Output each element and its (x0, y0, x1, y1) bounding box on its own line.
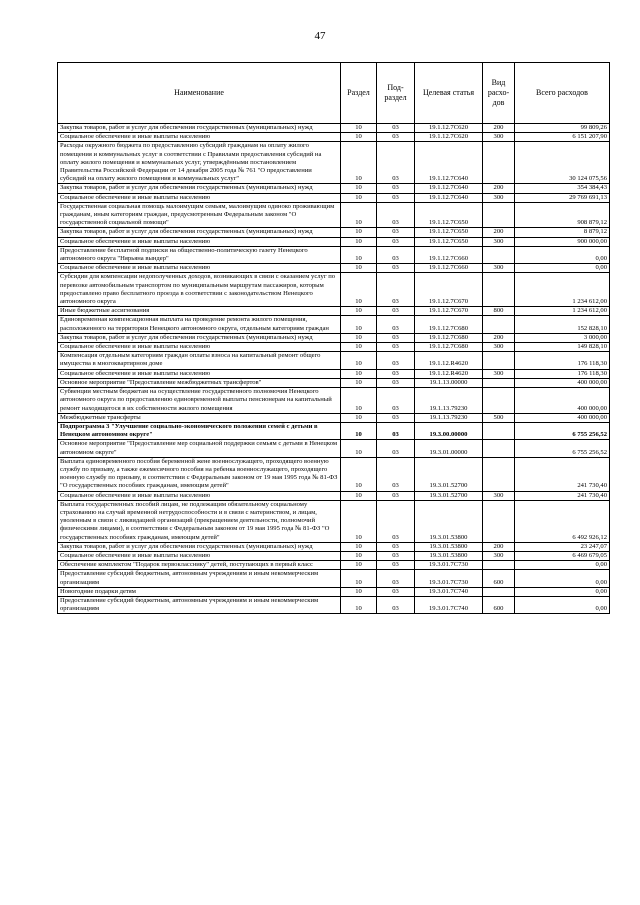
row-target-cell: 19.1.13.79230 (415, 388, 483, 414)
row-subsection-cell: 03 (377, 570, 415, 587)
row-subsection-cell: 03 (377, 316, 415, 333)
row-name-cell: Субвенции местным бюджетам на осуществление государственного полномочия Ненецкого автономного округа по предоставлению единовременной выплаты пенсионерам на капитальный ремонт находящегося в их собственности жилого помещения (58, 388, 341, 414)
row-target-cell: 19.1.12.R4620 (415, 352, 483, 369)
row-target-cell: 19.3.01.7C740 (415, 596, 483, 613)
row-name-cell: Социальное обеспечение и иные выплаты населению (58, 491, 341, 500)
row-name-cell: Выплата единовременного пособия беременной жене военнослужащего, проходящего военную службу по призыву, а также ежемесячного пособия на ребенка военнослужащего, проходящего военную службу по призыву, в соответствии с Федеральным законом от 19 мая 1995 года № 81-ФЗ "О государственных пособиях гражданам, имеющим детей" (58, 457, 341, 491)
row-total-cell: 0,00 (515, 596, 610, 613)
row-subsection-cell: 03 (377, 542, 415, 551)
row-section-cell: 10 (341, 388, 377, 414)
row-subsection-cell: 03 (377, 369, 415, 378)
row-target-cell: 19.1.12.7C620 (415, 133, 483, 142)
table-body (58, 124, 610, 614)
row-target-cell: 19.1.12.7C670 (415, 307, 483, 316)
row-type-cell (483, 587, 515, 596)
row-target-cell: 19.1.13.00000 (415, 378, 483, 387)
table-row (58, 237, 610, 246)
row-name-cell: Компенсация отдельным категориям граждан оплаты взноса на капитальный ремонт общего имущества в многоквартирном доме (58, 352, 341, 369)
table-row (58, 388, 610, 414)
row-type-cell: 600 (483, 570, 515, 587)
row-name-cell: Обеспечение комплектом "Подарок первокласснику" детей, поступающих в первый класс (58, 561, 341, 570)
row-target-cell: 19.1.12.7C660 (415, 264, 483, 273)
row-subsection-cell: 03 (377, 378, 415, 387)
table-row (58, 133, 610, 142)
row-type-cell: 300 (483, 264, 515, 273)
row-target-cell: 19.1.12.7C680 (415, 343, 483, 352)
row-type-cell: 200 (483, 542, 515, 551)
row-total-cell: 30 124 075,56 (515, 142, 610, 184)
table-row (58, 202, 610, 228)
row-section-cell: 10 (341, 378, 377, 387)
table-row (58, 193, 610, 202)
row-type-cell (483, 388, 515, 414)
row-section-cell: 10 (341, 422, 377, 439)
page-number: 47 (314, 30, 326, 42)
row-name-cell: Основное мероприятие "Предоставление межбюджетных трансфертов" (58, 378, 341, 387)
table-row (58, 542, 610, 551)
row-name-cell: Выплата государственных пособий лицам, не подлежащим обязательному социальному страхованию на случай временной нетрудоспособности и в связи с материнством, и лицам, уволенным в связи с ликвидацией организаций (прекращением деятельности, полномочий физическими лицами), в соответствии с Федеральным законом от 19 мая 1995 года № 81-ФЗ "О государственных пособиях гражданам, имеющим детей" (58, 500, 341, 542)
row-target-cell: 19.1.12.7C620 (415, 124, 483, 133)
row-subsection-cell: 03 (377, 561, 415, 570)
row-total-cell: 149 828,10 (515, 343, 610, 352)
row-section-cell: 10 (341, 561, 377, 570)
row-subsection-cell: 03 (377, 422, 415, 439)
table-row (58, 316, 610, 333)
row-target-cell: 19.3.01.52700 (415, 457, 483, 491)
row-section-cell: 10 (341, 551, 377, 560)
row-total-cell: 241 730,40 (515, 491, 610, 500)
table-row (58, 273, 610, 307)
row-total-cell: 6 492 926,12 (515, 500, 610, 542)
table-row (58, 587, 610, 596)
row-total-cell: 400 000,00 (515, 378, 610, 387)
row-section-cell: 10 (341, 316, 377, 333)
row-type-cell: 300 (483, 369, 515, 378)
row-section-cell: 10 (341, 596, 377, 613)
row-subsection-cell: 03 (377, 184, 415, 193)
row-subsection-cell: 03 (377, 457, 415, 491)
row-total-cell: 99 809,26 (515, 124, 610, 133)
row-subsection-cell: 03 (377, 388, 415, 414)
row-total-cell: 0,00 (515, 570, 610, 587)
row-name-cell: Предоставление субсидий бюджетным, автономным учреждениям и иным некоммерческим организациям (58, 596, 341, 613)
row-subsection-cell: 03 (377, 133, 415, 142)
table-row (58, 500, 610, 542)
row-section-cell: 10 (341, 587, 377, 596)
row-subsection-cell: 03 (377, 202, 415, 228)
row-name-cell: Межбюджетные трансферты (58, 413, 341, 422)
row-type-cell (483, 457, 515, 491)
row-type-cell: 300 (483, 237, 515, 246)
row-section-cell: 10 (341, 413, 377, 422)
row-subsection-cell: 03 (377, 440, 415, 457)
row-total-cell: 3 000,00 (515, 333, 610, 342)
row-section-cell: 10 (341, 184, 377, 193)
row-type-cell (483, 316, 515, 333)
table-row (58, 422, 610, 439)
row-subsection-cell: 03 (377, 343, 415, 352)
row-total-cell: 8 879,12 (515, 228, 610, 237)
table-row (58, 246, 610, 263)
table-row (58, 596, 610, 613)
row-target-cell: 19.3.01.53800 (415, 500, 483, 542)
row-target-cell: 19.1.12.7C650 (415, 228, 483, 237)
row-total-cell: 900 000,00 (515, 237, 610, 246)
row-total-cell: 0,00 (515, 264, 610, 273)
table-row (58, 307, 610, 316)
row-section-cell: 10 (341, 237, 377, 246)
row-total-cell: 354 384,43 (515, 184, 610, 193)
row-subsection-cell: 03 (377, 587, 415, 596)
column-header-name: Наименование (58, 63, 341, 124)
row-section-cell: 10 (341, 343, 377, 352)
row-name-cell: Основное мероприятие "Предоставление мер социальной поддержки семьям с детьми в Ненецком автономном округе" (58, 440, 341, 457)
row-type-cell (483, 440, 515, 457)
table-row (58, 440, 610, 457)
table-row (58, 457, 610, 491)
row-target-cell: 19.1.12.7C680 (415, 316, 483, 333)
table-header-row (58, 63, 610, 124)
row-subsection-cell: 03 (377, 246, 415, 263)
row-total-cell: 29 769 691,13 (515, 193, 610, 202)
row-name-cell: Закупка товаров, работ и услуг для обеспечения государственных (муниципальных) нужд (58, 333, 341, 342)
row-type-cell: 800 (483, 307, 515, 316)
row-section-cell: 10 (341, 500, 377, 542)
row-target-cell: 19.3.01.7C730 (415, 561, 483, 570)
row-type-cell (483, 246, 515, 263)
row-target-cell: 19.1.12.7C640 (415, 184, 483, 193)
table-row (58, 184, 610, 193)
row-target-cell: 19.1.12.7C640 (415, 193, 483, 202)
row-name-cell: Социальное обеспечение и иные выплаты населению (58, 551, 341, 560)
row-name-cell: Закупка товаров, работ и услуг для обеспечения государственных (муниципальных) нужд (58, 124, 341, 133)
row-subsection-cell: 03 (377, 193, 415, 202)
row-total-cell: 0,00 (515, 246, 610, 263)
row-section-cell: 10 (341, 570, 377, 587)
row-section-cell: 10 (341, 124, 377, 133)
table-row (58, 343, 610, 352)
row-type-cell: 300 (483, 133, 515, 142)
row-target-cell: 19.1.13.79230 (415, 413, 483, 422)
row-name-cell: Социальное обеспечение и иные выплаты населению (58, 369, 341, 378)
row-type-cell: 500 (483, 413, 515, 422)
row-name-cell: Социальное обеспечение и иные выплаты населению (58, 237, 341, 246)
row-type-cell (483, 422, 515, 439)
row-subsection-cell: 03 (377, 237, 415, 246)
row-section-cell: 10 (341, 246, 377, 263)
row-name-cell: Новогодние подарки детям (58, 587, 341, 596)
row-subsection-cell: 03 (377, 352, 415, 369)
row-type-cell: 200 (483, 184, 515, 193)
row-subsection-cell: 03 (377, 333, 415, 342)
row-section-cell: 10 (341, 542, 377, 551)
row-target-cell: 19.1.12.7C650 (415, 237, 483, 246)
table-row (58, 352, 610, 369)
row-total-cell: 908 879,12 (515, 202, 610, 228)
row-name-cell: Субсидии для компенсации недополученных доходов, возникающих в связи с оказанием услуг по перевозке автомобильным транспортом по муниципальным маршрутам пассажиров, которым предоставлено право бесплатного проезда в соответствии с законодательством Ненецкого автономного округа (58, 273, 341, 307)
row-target-cell: 19.3.01.7C740 (415, 587, 483, 596)
row-section-cell: 10 (341, 228, 377, 237)
row-type-cell: 200 (483, 333, 515, 342)
row-section-cell: 10 (341, 133, 377, 142)
row-target-cell: 19.1.12.R4620 (415, 369, 483, 378)
row-section-cell: 10 (341, 273, 377, 307)
row-name-cell: Иные бюджетные ассигнования (58, 307, 341, 316)
row-total-cell: 6 469 679,05 (515, 551, 610, 560)
row-section-cell: 10 (341, 202, 377, 228)
table-row (58, 413, 610, 422)
row-target-cell: 19.1.12.7C660 (415, 246, 483, 263)
row-total-cell: 152 828,10 (515, 316, 610, 333)
row-subsection-cell: 03 (377, 551, 415, 560)
row-subsection-cell: 03 (377, 273, 415, 307)
row-total-cell: 400 000,00 (515, 388, 610, 414)
table-row (58, 491, 610, 500)
row-name-cell: Закупка товаров, работ и услуг для обеспечения государственных (муниципальных) нужд (58, 228, 341, 237)
row-type-cell: 200 (483, 228, 515, 237)
table-row (58, 378, 610, 387)
row-total-cell: 176 118,30 (515, 369, 610, 378)
row-subsection-cell: 03 (377, 228, 415, 237)
row-type-cell (483, 561, 515, 570)
row-type-cell: 600 (483, 596, 515, 613)
table-row (58, 124, 610, 133)
row-subsection-cell: 03 (377, 500, 415, 542)
row-total-cell: 1 234 612,00 (515, 273, 610, 307)
row-target-cell: 19.3.01.53800 (415, 542, 483, 551)
table-row (58, 561, 610, 570)
row-total-cell: 0,00 (515, 587, 610, 596)
row-section-cell: 10 (341, 333, 377, 342)
column-header-target: Целевая статья (415, 63, 483, 124)
column-header-subsection: Под-раздел (377, 63, 415, 124)
row-type-cell: 300 (483, 193, 515, 202)
row-name-cell: Государственная социальная помощь малоимущим семьям, малоимущим одиноко проживающим гражданам, иным категориям граждан, предусмотренным Федеральным законом "О государственной социальной помощи" (58, 202, 341, 228)
row-name-cell: Социальное обеспечение и иные выплаты населению (58, 343, 341, 352)
row-target-cell: 19.1.12.7C670 (415, 273, 483, 307)
row-section-cell: 10 (341, 193, 377, 202)
row-type-cell (483, 142, 515, 184)
row-target-cell: 19.3.01.7C730 (415, 570, 483, 587)
row-type-cell: 300 (483, 491, 515, 500)
row-subsection-cell: 03 (377, 307, 415, 316)
row-total-cell: 1 234 612,00 (515, 307, 610, 316)
row-section-cell: 10 (341, 142, 377, 184)
row-name-cell: Предоставление бесплатной подписки на общественно-политическую газету Ненецкого автономного округа "Нярьяна вындер" (58, 246, 341, 263)
row-target-cell: 19.3.01.52700 (415, 491, 483, 500)
row-target-cell: 19.1.12.7C640 (415, 142, 483, 184)
row-target-cell: 19.3.00.00000 (415, 422, 483, 439)
row-section-cell: 10 (341, 369, 377, 378)
column-header-section: Раздел (341, 63, 377, 124)
column-header-total: Всего расходов (515, 63, 610, 124)
row-type-cell (483, 352, 515, 369)
row-total-cell: 6 755 256,52 (515, 440, 610, 457)
row-type-cell (483, 202, 515, 228)
row-subsection-cell: 03 (377, 124, 415, 133)
row-target-cell: 19.3.01.53800 (415, 551, 483, 560)
row-name-cell: Закупка товаров, работ и услуг для обеспечения государственных (муниципальных) нужд (58, 542, 341, 551)
row-section-cell: 10 (341, 352, 377, 369)
row-target-cell: 19.1.12.7C680 (415, 333, 483, 342)
table-row (58, 264, 610, 273)
row-type-cell (483, 500, 515, 542)
row-total-cell: 6 151 207,90 (515, 133, 610, 142)
row-subsection-cell: 03 (377, 264, 415, 273)
row-type-cell: 200 (483, 124, 515, 133)
row-section-cell: 10 (341, 264, 377, 273)
row-type-cell (483, 378, 515, 387)
row-target-cell: 19.1.12.7C650 (415, 202, 483, 228)
table-row (58, 142, 610, 184)
row-section-cell: 10 (341, 491, 377, 500)
row-section-cell: 10 (341, 440, 377, 457)
row-total-cell: 400 000,00 (515, 413, 610, 422)
row-subsection-cell: 03 (377, 142, 415, 184)
row-section-cell: 10 (341, 457, 377, 491)
row-total-cell: 241 730,40 (515, 457, 610, 491)
table-row (58, 551, 610, 560)
row-name-cell: Единовременная компенсационная выплата на проведение ремонта жилого помещения, расположенного на территории Ненецкого автономного округа, отдельным категориям граждан (58, 316, 341, 333)
row-section-cell: 10 (341, 307, 377, 316)
row-subsection-cell: 03 (377, 491, 415, 500)
row-name-cell: Социальное обеспечение и иные выплаты населению (58, 193, 341, 202)
row-total-cell: 23 247,07 (515, 542, 610, 551)
row-target-cell: 19.3.01.00000 (415, 440, 483, 457)
row-type-cell: 300 (483, 551, 515, 560)
table-row (58, 369, 610, 378)
column-header-type: Вид расхо-дов (483, 63, 515, 124)
table-row (58, 228, 610, 237)
budget-table (57, 62, 610, 614)
row-subsection-cell: 03 (377, 596, 415, 613)
table-row (58, 333, 610, 342)
row-name-cell: Закупка товаров, работ и услуг для обеспечения государственных (муниципальных) нужд (58, 184, 341, 193)
row-total-cell: 6 755 256,52 (515, 422, 610, 439)
row-name-cell: Расходы окружного бюджета по предоставлению субсидий гражданам на оплату жилого помещения и коммунальных услуг в соответствии с Правилами предоставления субсидий на оплату жилого помещения и коммунальных услуг, утверждёнными постановлением Правительства Российской Федерации от 14 декабря 2005 года № 761 "О предоставлении субсидий на оплату жилого помещения и коммунальных услуг" (58, 142, 341, 184)
row-name-cell: Социальное обеспечение и иные выплаты населению (58, 133, 341, 142)
row-name-cell: Предоставление субсидий бюджетным, автономным учреждениям и иным некоммерческим организациям (58, 570, 341, 587)
row-subsection-cell: 03 (377, 413, 415, 422)
row-total-cell: 176 118,30 (515, 352, 610, 369)
row-name-cell: Подпрограмма 3 "Улучшение социально-экономического положения семей с детьми в Ненецком автономном округе" (58, 422, 341, 439)
row-total-cell: 0,00 (515, 561, 610, 570)
table-row (58, 570, 610, 587)
row-name-cell: Социальное обеспечение и иные выплаты населению (58, 264, 341, 273)
row-type-cell: 300 (483, 343, 515, 352)
row-type-cell (483, 273, 515, 307)
